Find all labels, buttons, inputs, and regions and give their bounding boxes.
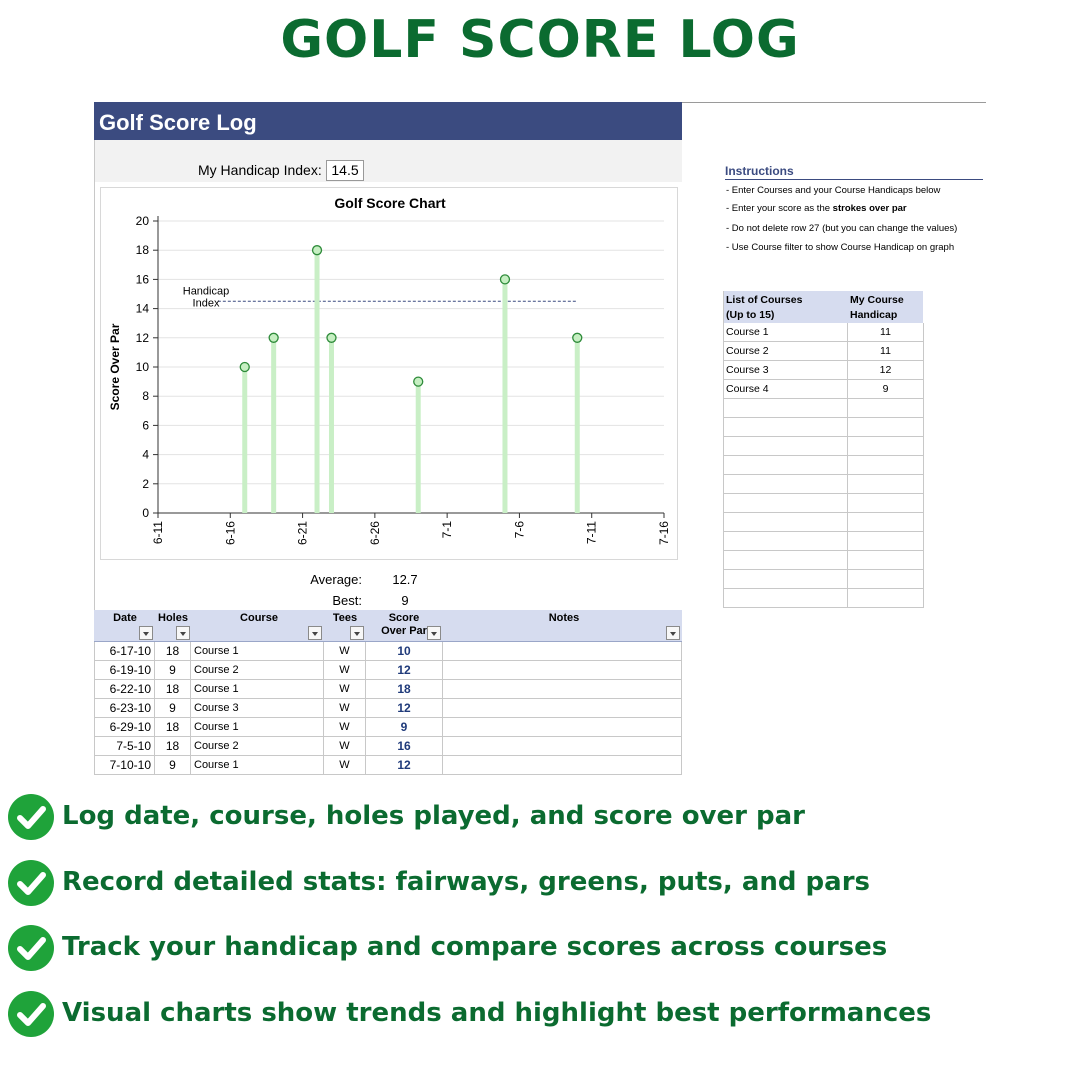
score-point: [313, 246, 322, 255]
course-handicap-cell[interactable]: [848, 418, 924, 437]
tees-cell[interactable]: W: [324, 661, 366, 680]
course-name-cell[interactable]: [724, 418, 848, 437]
holes-cell[interactable]: 9: [155, 699, 191, 718]
holes-cell[interactable]: 18: [155, 680, 191, 699]
sheet-gridline: [682, 102, 986, 103]
score-cell[interactable]: 12: [366, 661, 443, 680]
course-cell[interactable]: Course 3: [191, 699, 324, 718]
instruction-text: - Enter your score as the: [726, 203, 833, 214]
header-course-handicap: [850, 293, 904, 323]
score-point: [573, 333, 582, 342]
y-tick-label: 16: [135, 272, 149, 287]
date-cell[interactable]: 6-29-10: [94, 718, 155, 737]
list-item: [724, 437, 923, 456]
score-bar: [315, 250, 320, 513]
list-item: [724, 589, 923, 608]
holes-cell[interactable]: 9: [155, 756, 191, 775]
check-circle-icon: [8, 925, 54, 971]
course-name-cell[interactable]: [724, 475, 848, 494]
notes-cell[interactable]: [443, 718, 682, 737]
score-cell[interactable]: 18: [366, 680, 443, 699]
notes-cell[interactable]: [443, 680, 682, 699]
list-item: [724, 475, 923, 494]
header-course-list-line1: List of Courses: [726, 294, 803, 306]
date-cell[interactable]: 6-19-10: [94, 661, 155, 680]
feature-text: Track your handicap and compare scores across courses: [62, 932, 888, 962]
header-score-line1: Score: [388, 612, 420, 624]
instruction-line: - Do not delete row 27 (but you can change the values): [726, 223, 958, 234]
score-point: [500, 275, 509, 284]
table-row: [94, 661, 682, 680]
score-bar: [416, 382, 421, 513]
handicap-index-label: Handicap: [182, 285, 230, 298]
score-point: [240, 363, 249, 372]
score-cell[interactable]: 10: [366, 642, 443, 661]
score-table: [94, 610, 682, 775]
y-axis-label: Score Over Par: [108, 323, 122, 411]
course-cell[interactable]: Course 1: [191, 756, 324, 775]
score-table-header: [94, 610, 682, 642]
list-item: [724, 494, 923, 513]
table-row: [94, 699, 682, 718]
handicap-index-cell[interactable]: 14.5: [326, 160, 364, 181]
date-filter-dropdown[interactable]: [139, 626, 153, 640]
average-value: 12.7: [392, 572, 418, 587]
course-handicap-cell[interactable]: [848, 589, 924, 608]
course-cell[interactable]: Course 1: [191, 680, 324, 699]
spreadsheet: [94, 102, 986, 774]
handicap-index-label: My Handicap Index:: [198, 162, 322, 178]
holes-cell[interactable]: 18: [155, 718, 191, 737]
holes-cell[interactable]: 9: [155, 661, 191, 680]
course-filter-dropdown[interactable]: [308, 626, 322, 640]
score-bar: [329, 338, 334, 513]
x-tick-label: 6-11: [151, 521, 165, 545]
course-handicap-cell[interactable]: 12: [848, 361, 924, 380]
course-name-cell[interactable]: Course 2: [724, 342, 848, 361]
course-handicap-cell[interactable]: [848, 532, 924, 551]
feature-item: [8, 794, 1078, 842]
course-handicap-cell[interactable]: [848, 456, 924, 475]
tees-cell[interactable]: W: [324, 737, 366, 756]
header-date: Date: [113, 612, 137, 624]
header-holes: Holes: [158, 612, 188, 624]
course-cell[interactable]: Course 2: [191, 737, 324, 756]
holes-filter-dropdown[interactable]: [176, 626, 190, 640]
notes-cell[interactable]: [443, 642, 682, 661]
sheet-banner-title: Golf Score Log: [94, 102, 682, 140]
tees-cell[interactable]: W: [324, 756, 366, 775]
x-tick-label: 7-11: [584, 521, 599, 545]
notes-cell[interactable]: [443, 737, 682, 756]
score-point: [269, 333, 278, 342]
course-name-cell[interactable]: [724, 551, 848, 570]
feature-text: Visual charts show trends and highlight best performances: [62, 998, 932, 1028]
header-course: Course: [240, 612, 278, 624]
course-handicap-cell[interactable]: [848, 475, 924, 494]
holes-cell[interactable]: 18: [155, 642, 191, 661]
course-handicap-cell[interactable]: [848, 551, 924, 570]
tees-filter-dropdown[interactable]: [350, 626, 364, 640]
header-panel: [95, 140, 682, 182]
header-score: [374, 612, 434, 638]
score-filter-dropdown[interactable]: [427, 626, 441, 640]
y-tick-label: 14: [135, 301, 149, 316]
list-item: [724, 380, 923, 399]
course-cell[interactable]: Course 1: [191, 642, 324, 661]
y-tick-label: 20: [135, 214, 149, 228]
x-tick-label: 6-16: [223, 521, 238, 546]
score-point: [327, 333, 336, 342]
date-cell[interactable]: 7-10-10: [94, 756, 155, 775]
date-cell[interactable]: 6-22-10: [94, 680, 155, 699]
check-circle-icon: [8, 794, 54, 840]
y-tick-label: 12: [135, 330, 149, 345]
course-name-cell[interactable]: [724, 456, 848, 475]
list-item: [724, 361, 923, 380]
list-item: [724, 399, 923, 418]
y-tick-label: 8: [142, 389, 149, 404]
course-name-cell[interactable]: [724, 437, 848, 456]
chart-title: Golf Score Chart: [334, 195, 446, 211]
best-value: 9: [401, 593, 409, 608]
handicap-index-label: Index: [192, 297, 220, 310]
y-tick-label: 4: [142, 447, 149, 462]
table-row: [94, 737, 682, 756]
y-tick-label: 10: [135, 360, 149, 374]
feature-item: [8, 991, 1078, 1039]
list-item: [724, 456, 923, 475]
course-name-cell[interactable]: Course 1: [724, 323, 848, 342]
course-name-cell[interactable]: Course 4: [724, 380, 848, 399]
notes-cell[interactable]: [443, 661, 682, 680]
instruction-bold-text: strokes over par: [832, 203, 907, 214]
notes-cell[interactable]: [443, 756, 682, 775]
date-cell[interactable]: 7-5-10: [94, 737, 155, 756]
x-tick-label: 7-6: [512, 521, 527, 539]
tees-cell[interactable]: W: [324, 699, 366, 718]
feature-text: Record detailed stats: fairways, greens, puts, and pars: [62, 867, 871, 897]
feature-item: [8, 925, 1078, 973]
feature-text: Log date, course, holes played, and score over par: [62, 801, 805, 831]
list-item: [724, 551, 923, 570]
course-handicap-cell[interactable]: [848, 570, 924, 589]
course-handicap-cell[interactable]: [848, 494, 924, 513]
course-name-cell[interactable]: [724, 494, 848, 513]
tees-cell[interactable]: W: [324, 718, 366, 737]
y-tick-label: 2: [142, 476, 149, 491]
course-name-cell[interactable]: [724, 570, 848, 589]
course-cell[interactable]: Course 2: [191, 661, 324, 680]
instruction-line: [726, 203, 907, 214]
score-table-body: [94, 642, 682, 775]
date-cell[interactable]: 6-17-10: [94, 642, 155, 661]
best-label: Best:: [332, 593, 362, 608]
course-handicap-cell[interactable]: [848, 399, 924, 418]
course-name-cell[interactable]: [724, 532, 848, 551]
x-tick-label: 6-26: [367, 521, 382, 546]
header-course-list-line2: (Up to 15): [726, 309, 775, 321]
course-handicap-cell[interactable]: 11: [848, 323, 924, 342]
score-bar: [271, 338, 276, 513]
score-cell[interactable]: 12: [366, 756, 443, 775]
list-item: [724, 513, 923, 532]
table-row: [94, 756, 682, 775]
chart-canvas: [101, 188, 679, 561]
table-row: [94, 680, 682, 699]
score-point: [414, 377, 423, 386]
holes-cell[interactable]: 18: [155, 737, 191, 756]
table-row: [94, 642, 682, 661]
average-label: Average:: [310, 572, 362, 587]
score-cell[interactable]: 9: [366, 718, 443, 737]
header-course-handicap-line1: My Course: [850, 294, 904, 306]
list-item: [724, 570, 923, 589]
course-cell[interactable]: Course 1: [191, 718, 324, 737]
tees-cell[interactable]: W: [324, 642, 366, 661]
list-item: [724, 323, 923, 342]
y-tick-label: 18: [135, 243, 149, 258]
list-item: [724, 532, 923, 551]
instructions-title: Instructions: [725, 164, 983, 180]
header-course-handicap-line2: Handicap: [850, 309, 898, 321]
header-score-line2: Over Par: [381, 625, 427, 637]
score-bar: [242, 367, 247, 513]
check-circle-icon: [8, 860, 54, 906]
courses-table: [723, 291, 923, 608]
header-course-list: [726, 293, 802, 323]
date-cell[interactable]: 6-23-10: [94, 699, 155, 718]
notes-filter-dropdown[interactable]: [666, 626, 680, 640]
instruction-line: - Enter Courses and your Course Handicaps below: [726, 185, 941, 196]
x-tick-label: 6-21: [295, 521, 310, 546]
score-bar: [502, 279, 507, 513]
course-handicap-cell[interactable]: 11: [848, 342, 924, 361]
table-row: [94, 718, 682, 737]
golf-score-chart[interactable]: [100, 187, 678, 560]
tees-cell[interactable]: W: [324, 680, 366, 699]
header-notes: Notes: [548, 612, 580, 624]
course-name-cell[interactable]: [724, 399, 848, 418]
score-cell[interactable]: 16: [366, 737, 443, 756]
y-tick-label: 6: [142, 418, 149, 433]
course-name-cell[interactable]: Course 3: [724, 361, 848, 380]
x-tick-label: 7-1: [440, 521, 455, 539]
course-name-cell[interactable]: [724, 513, 848, 532]
courses-table-header: [724, 291, 923, 323]
y-tick-label: 0: [142, 506, 149, 520]
course-handicap-cell[interactable]: 9: [848, 380, 924, 399]
header-tees: Tees: [332, 612, 358, 624]
course-handicap-cell[interactable]: [848, 513, 924, 532]
list-item: [724, 342, 923, 361]
course-name-cell[interactable]: [724, 589, 848, 608]
promo-title: GOLF SCORE LOG: [280, 10, 800, 70]
x-tick-label: 7-16: [657, 521, 671, 546]
feature-item: [8, 860, 1078, 908]
instruction-line: - Use Course filter to show Course Handicap on graph: [726, 242, 955, 253]
notes-cell[interactable]: [443, 699, 682, 718]
list-item: [724, 418, 923, 437]
courses-table-body: [724, 323, 923, 608]
check-circle-icon: [8, 991, 54, 1037]
score-cell[interactable]: 12: [366, 699, 443, 718]
course-handicap-cell[interactable]: [848, 437, 924, 456]
score-bar: [575, 338, 580, 513]
